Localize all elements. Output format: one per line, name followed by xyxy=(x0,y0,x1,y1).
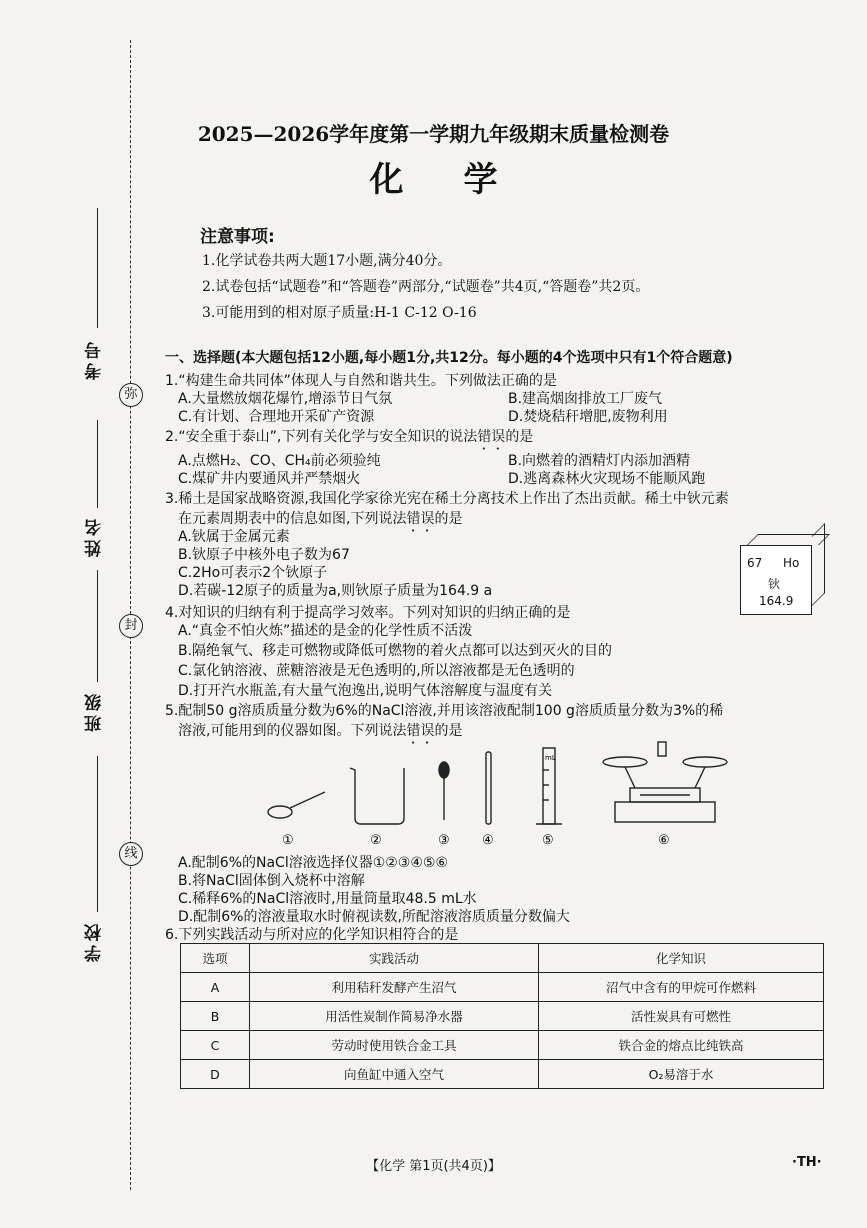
seal-mark-2: 封 xyxy=(119,614,143,638)
seal-mark-1: 弥 xyxy=(119,383,143,407)
instrument-label-1: ① xyxy=(282,833,294,848)
field-label-exam-no: 考号 xyxy=(85,338,105,380)
q3-option-d[interactable]: D.若碳-12原子的质量为a,则钬原子质量为164.9 a xyxy=(178,583,493,599)
beaker-icon xyxy=(350,768,404,824)
field-label-class: 班级 xyxy=(85,690,105,732)
seal-mark-3: 线 xyxy=(119,842,143,866)
instrument-label-6: ⑥ xyxy=(658,833,670,848)
page-footer: 【化学 第1页(共4页)】 xyxy=(366,1159,501,1174)
q3-stem-line1: 3.稀土是国家战略资源,我国化学家徐光宪在稀土分离技术上作出了杰出贡献。稀土中钬元素 xyxy=(165,491,729,507)
table-row[interactable] xyxy=(181,1060,824,1089)
instrument-label-4: ④ xyxy=(482,833,494,848)
instrument-label-5: ⑤ xyxy=(542,833,554,848)
q1-option-d[interactable]: D.焚烧秸秆增肥,废物利用 xyxy=(508,409,668,425)
spoon-icon xyxy=(268,792,325,818)
field-label-name: 姓名 xyxy=(85,515,105,557)
glass-rod-icon xyxy=(486,752,491,824)
table-cell: 铁合金的熔点比纯铁高 xyxy=(539,1031,824,1060)
q3-option-b[interactable]: B.钬原子中核外电子数为67 xyxy=(178,547,350,563)
table-row[interactable] xyxy=(181,973,824,1002)
table-cell: A xyxy=(181,973,250,1002)
q4-option-b[interactable]: B.隔绝氧气、移走可燃物或降低可燃物的着火点都可以达到灭火的目的 xyxy=(178,643,613,659)
table-cell: 劳动时使用铁合金工具 xyxy=(250,1031,539,1060)
element-number: 67 xyxy=(747,556,763,570)
table-header-option: 选项 xyxy=(181,944,250,973)
table-cell: 活性炭具有可燃性 xyxy=(539,1002,824,1031)
dropper-icon xyxy=(439,762,449,820)
q2-option-b[interactable]: B.向燃着的酒精灯内添加酒精 xyxy=(508,453,691,469)
field-line-name[interactable] xyxy=(97,420,98,508)
element-name: 钬 xyxy=(768,577,781,591)
q5-option-a[interactable]: A.配制6%的NaCl溶液选择仪器①②③④⑤⑥ xyxy=(178,855,449,871)
q5-stem-line1: 5.配制50 g溶质质量分数为6%的NaCl溶液,并用该溶液配制100 g溶质质量分数为3%的稀 xyxy=(165,703,724,719)
field-label-school: 学校 xyxy=(85,920,105,962)
balance-icon xyxy=(603,742,727,822)
table-row[interactable] xyxy=(181,1031,824,1060)
q1-option-a[interactable]: A.大量燃放烟花爆竹,增添节日气氛 xyxy=(178,391,393,407)
notice-item-1: 1.化学试卷共两大题17小题,满分40分。 xyxy=(202,253,452,269)
q4-option-d[interactable]: D.打开汽水瓶盖,有大量气泡逸出,说明气体溶解度与温度有关 xyxy=(178,683,553,699)
q6-table xyxy=(180,943,824,1089)
notice-item-3: 3.可能用到的相对原子质量:H-1 C-12 O-16 xyxy=(202,305,477,321)
q4-stem: 4.对知识的归纳有利于提高学习效率。下列对知识的归纳正确的是 xyxy=(165,605,571,621)
field-line-class[interactable] xyxy=(97,570,98,682)
q1-option-b[interactable]: B.建高烟囱排放工厂废气 xyxy=(508,391,663,407)
table-header-knowledge: 化学知识 xyxy=(539,944,824,973)
lab-instruments-figure xyxy=(260,740,740,850)
cylinder-unit-mark: mL xyxy=(545,754,556,762)
element-mass: 164.9 xyxy=(759,594,794,608)
table-header-row xyxy=(181,944,824,973)
exam-title: 2025—2026学年度第一学期九年级期末质量检测卷 xyxy=(197,122,670,146)
q4-option-a[interactable]: A.“真金不怕火炼”描述的是金的化学性质不活泼 xyxy=(178,623,473,639)
notice-heading: 注意事项: xyxy=(200,227,275,247)
q3-stem-line2: 在元素周期表中的信息如图,下列说法错误的是 xyxy=(178,511,463,527)
q2-stem: 2.“安全重于泰山”,下列有关化学与安全知识的说法错误的是 xyxy=(165,429,534,445)
instrument-label-2: ② xyxy=(370,833,382,848)
table-cell: D xyxy=(181,1060,250,1089)
table-cell: 向鱼缸中通入空气 xyxy=(250,1060,539,1089)
page-footer-code: ·TH· xyxy=(792,1155,822,1170)
q3-option-a[interactable]: A.钬属于金属元素 xyxy=(178,529,290,545)
table-cell: C xyxy=(181,1031,250,1060)
field-line-school[interactable] xyxy=(97,756,98,912)
table-header-activity: 实践活动 xyxy=(250,944,539,973)
table-cell: 沼气中含有的甲烷可作燃料 xyxy=(539,973,824,1002)
q1-option-c[interactable]: C.有计划、合理地开采矿产资源 xyxy=(178,409,375,425)
table-cell: O₂易溶于水 xyxy=(539,1060,824,1089)
q3-option-c[interactable]: C.2Ho可表示2个钬原子 xyxy=(178,565,328,581)
notice-item-2: 2.试卷包括“试题卷”和“答题卷”两部分,“试题卷”共4页,“答题卷”共2页。 xyxy=(202,279,650,295)
element-card-holmium xyxy=(740,545,812,615)
table-cell: B xyxy=(181,1002,250,1031)
field-line-exam-no[interactable] xyxy=(97,208,98,328)
q1-stem: 1.“构建生命共同体”体现人与自然和谐共生。下列做法正确的是 xyxy=(165,373,557,389)
q4-option-c[interactable]: C.氯化钠溶液、蔗糖溶液是无色透明的,所以溶液都是无色透明的 xyxy=(178,663,575,679)
table-cell: 用活性炭制作简易净水器 xyxy=(250,1002,539,1031)
element-symbol: Ho xyxy=(783,556,800,570)
q6-stem: 6.下列实践活动与所对应的化学知识相符合的是 xyxy=(165,927,459,943)
q2-option-c[interactable]: C.煤矿井内要通风并严禁烟火 xyxy=(178,471,361,487)
section-heading: 一、选择题(本大题包括12小题,每小题1分,共12分。每小题的4个选项中只有1个符合题意) xyxy=(165,350,733,366)
q5-option-c[interactable]: C.稀释6%的NaCl溶液时,用量筒量取48.5 mL水 xyxy=(178,891,477,907)
q2-option-d[interactable]: D.逃离森林火灾现场不能顺风跑 xyxy=(508,471,706,487)
q5-stem-line2: 溶液,可能用到的仪器如图。下列说法错误的是 xyxy=(178,723,463,739)
q5-option-d[interactable]: D.配制6%的溶液量取水时俯视读数,所配溶液溶质质量分数偏大 xyxy=(178,909,570,925)
q5-option-b[interactable]: B.将NaCl固体倒入烧杯中溶解 xyxy=(178,873,365,889)
subject-title: 化学 xyxy=(369,160,558,200)
q2-option-a[interactable]: A.点燃H₂、CO、CH₄前必须验纯 xyxy=(178,453,381,469)
table-cell: 利用秸秆发酵产生沼气 xyxy=(250,973,539,1002)
instrument-label-3: ③ xyxy=(438,833,450,848)
table-row[interactable] xyxy=(181,1002,824,1031)
